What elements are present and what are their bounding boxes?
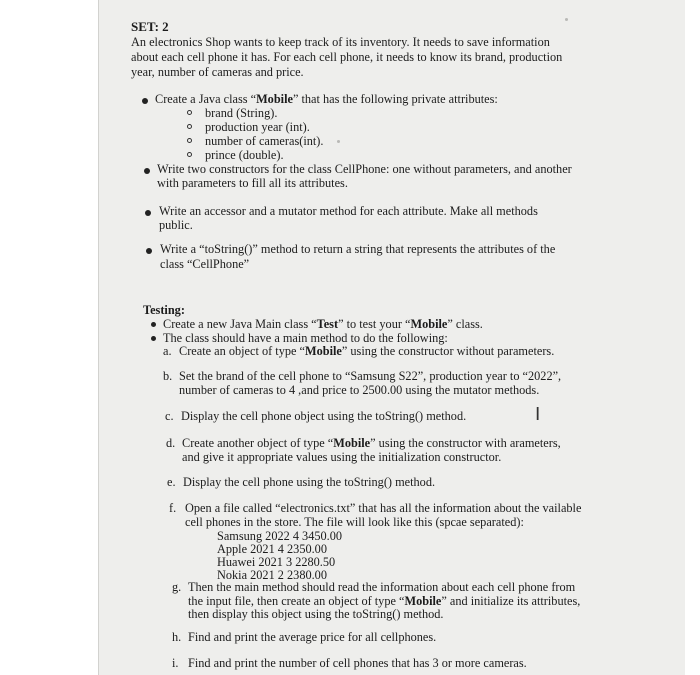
attribute-brand: brand (String). [205,106,278,120]
item-g-marker: g. [172,580,182,594]
task-create-class: Create a Java class “Mobile” that has the following private attributes: [155,92,498,106]
item-b-line-1: Set the brand of the cell phone to “Samsung S22”, production year to “2022”, [179,369,562,383]
task-accessors-2: public. [159,218,193,232]
item-b-marker: b. [163,369,173,383]
task-tostring-2: class “CellPhone” [160,257,250,271]
item-e-text: Display the cell phone using the toString() method. [183,475,436,489]
item-a-marker: a. [163,344,172,358]
item-b-line-2: number of cameras to 4 ,and price to 2500.00 using the mutator methods. [179,383,540,397]
item-f-line-2: cell phones in the store. The file will look like this (spcae separated): [185,515,524,529]
item-h-marker: h. [172,630,182,644]
intro-line-3: year, number of cameras and price. [131,65,304,79]
bullet-icon [151,322,156,327]
set-title: SET: 2 [131,19,169,34]
speck [565,18,568,21]
bullet-icon [145,210,151,216]
task-accessors-1: Write an accessor and a mutator method for each attribute. Make all methods [159,204,538,218]
intro-line-1: An electronics Shop wants to keep track of its inventory. It needs to save information [131,35,550,49]
bullet-icon [151,336,156,341]
intro-line-2: about each cell phone it has. For each cell phone, it needs to know its brand, production [131,50,563,64]
testing-main-method: The class should have a main method to do the following: [163,331,448,345]
task-tostring-1: Write a “toString()” method to return a string that represents the attributes of the [160,242,556,256]
bullet-icon [146,248,152,254]
item-a-text: Create an object of type “Mobile” using the constructor without parameters. [179,344,555,358]
item-c-marker: c. [165,409,174,423]
circle-bullet-icon [187,152,192,157]
item-g-line-3: then display this object using the toString() method. [188,607,444,621]
item-c-text: Display the cell phone object using the toString() method. [181,409,467,423]
testing-create-main: Create a new Java Main class “Test” to test your “Mobile” class. [163,317,483,331]
item-g-line-1: Then the main method should read the information about each cell phone from [188,580,576,594]
item-d-line-2: and give it appropriate values using the initialization constructor. [182,450,502,464]
attribute-production-year: production year (int). [205,120,310,134]
item-h-text: Find and print the average price for all cellphones. [188,630,437,644]
circle-bullet-icon [187,124,192,129]
item-d-marker: d. [166,436,176,450]
attribute-price: prince (double). [205,148,284,162]
item-i-text: Find and print the number of cell phones that has 3 or more cameras. [188,656,527,670]
item-i-marker: i. [172,656,179,670]
text-cursor-icon: I [535,404,541,425]
bullet-icon [142,98,148,104]
attribute-cameras: number of cameras(int). [205,134,324,148]
task-constructors-1: Write two constructors for the class CellPhone: one without parameters, and another [157,162,572,176]
file-line-2: Apple 2021 4 2350.00 [217,542,327,556]
testing-heading: Testing: [143,303,185,317]
speck [337,140,340,143]
document-photo [98,0,685,675]
item-f-line-1: Open a file called “electronics.txt” that has all the information about the vailable [185,501,582,515]
item-g-line-2: the input file, then create an object of type “Mobile” and initialize its attributes, [188,594,581,608]
bullet-icon [144,168,150,174]
task-constructors-2: with parameters to fill all its attributes. [157,176,348,190]
file-line-1: Samsung 2022 4 3450.00 [217,529,343,543]
item-e-marker: e. [167,475,176,489]
file-line-4: Nokia 2021 2 2380.00 [217,568,327,582]
circle-bullet-icon [187,138,192,143]
file-line-3: Huawei 2021 3 2280.50 [217,555,336,569]
circle-bullet-icon [187,110,192,115]
item-d-line-1: Create another object of type “Mobile” using the constructor with arameters, [182,436,561,450]
item-f-marker: f. [169,501,177,515]
